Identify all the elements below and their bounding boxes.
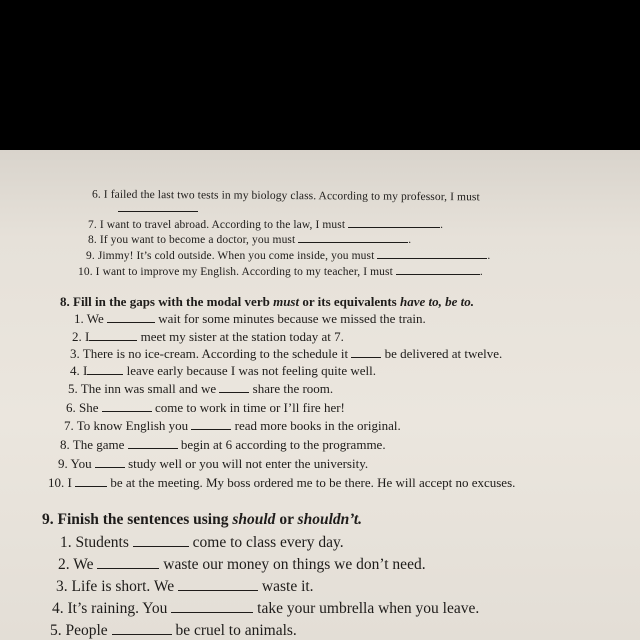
blank-line	[102, 400, 152, 412]
list-item: 5. The inn was small and we share the room.	[68, 381, 334, 396]
blank-line	[351, 346, 381, 358]
section-9-heading: 9. Finish the sentences using should or shouldn’t.	[42, 511, 363, 528]
list-item: 7. To know English you read more books in the original.	[64, 418, 401, 433]
list-item: 7. I want to travel abroad. According to the law, I must .	[88, 216, 443, 233]
blank-line	[348, 216, 440, 228]
list-item: 1. We wait for some minutes because we missed the train.	[74, 311, 426, 326]
list-item: 2. We waste our money on things we don’t need.	[58, 556, 426, 573]
section-8-heading: 8. Fill in the gaps with the modal verb must or its equivalents have to, be to.	[60, 294, 474, 309]
blank-line	[298, 231, 408, 243]
blank-line	[171, 599, 253, 613]
blank-line	[87, 363, 123, 375]
blank-line	[118, 200, 198, 212]
list-item: 3. There is no ice-cream. According to the schedule it be delivered at twelve.	[70, 346, 503, 361]
list-item: 4. I leave early because I was not feeling quite well.	[70, 363, 377, 378]
blank-line	[107, 311, 155, 323]
blank-line	[377, 247, 487, 259]
blank-line	[128, 437, 178, 449]
item-text: I want to travel abroad. According to the law, I must	[99, 219, 346, 231]
list-item: 5. People be cruel to animals.	[50, 622, 297, 639]
list-item: 4. It’s raining. You take your umbrella when you leave.	[52, 600, 480, 617]
blank-line	[97, 555, 159, 569]
item-text: Jimmy! It’s cold outside. When you come inside, you must	[97, 250, 375, 262]
blank-line	[95, 456, 125, 468]
item-number: 7.	[88, 219, 97, 231]
list-item: 10. I want to improve my English. According to my teacher, I must .	[78, 263, 483, 280]
blank-line	[112, 621, 172, 635]
item-text: I failed the last two tests in my biology class. According to my professor, I must	[103, 188, 480, 204]
list-item: 9. You study well or you will not enter the university.	[58, 456, 369, 471]
list-item: 9. Jimmy! It’s cold outside. When you come inside, you must .	[86, 247, 490, 264]
worksheet-page	[0, 150, 640, 640]
item-text: If you want to become a doctor, you must	[99, 234, 296, 246]
answer-line	[118, 200, 198, 217]
list-item: 6. She come to work in time or I’ll fire her!	[66, 400, 345, 415]
list-item: 1. Students come to class every day.	[60, 534, 344, 551]
list-item: 2. I meet my sister at the station today at 7.	[72, 329, 344, 344]
list-item: 8. If you want to become a doctor, you must .	[88, 231, 411, 248]
blank-line	[396, 263, 480, 275]
item-number: 10.	[78, 266, 93, 278]
blank-line	[178, 577, 258, 591]
blank-line	[191, 418, 231, 430]
item-number: 9.	[86, 250, 95, 262]
blank-line	[219, 381, 249, 393]
blank-line	[89, 329, 137, 341]
list-item: 3. Life is short. We waste it.	[56, 578, 314, 595]
list-item: 8. The game begin at 6 according to the programme.	[60, 437, 386, 452]
item-number: 8.	[88, 234, 97, 246]
blank-line	[133, 533, 189, 547]
list-item: 10. I be at the meeting. My boss ordered me to be there. He will accept no excuses.	[48, 475, 516, 490]
blank-line	[75, 475, 107, 487]
item-text: I want to improve my English. According to my teacher, I must	[95, 266, 393, 278]
item-number: 6.	[91, 188, 101, 201]
